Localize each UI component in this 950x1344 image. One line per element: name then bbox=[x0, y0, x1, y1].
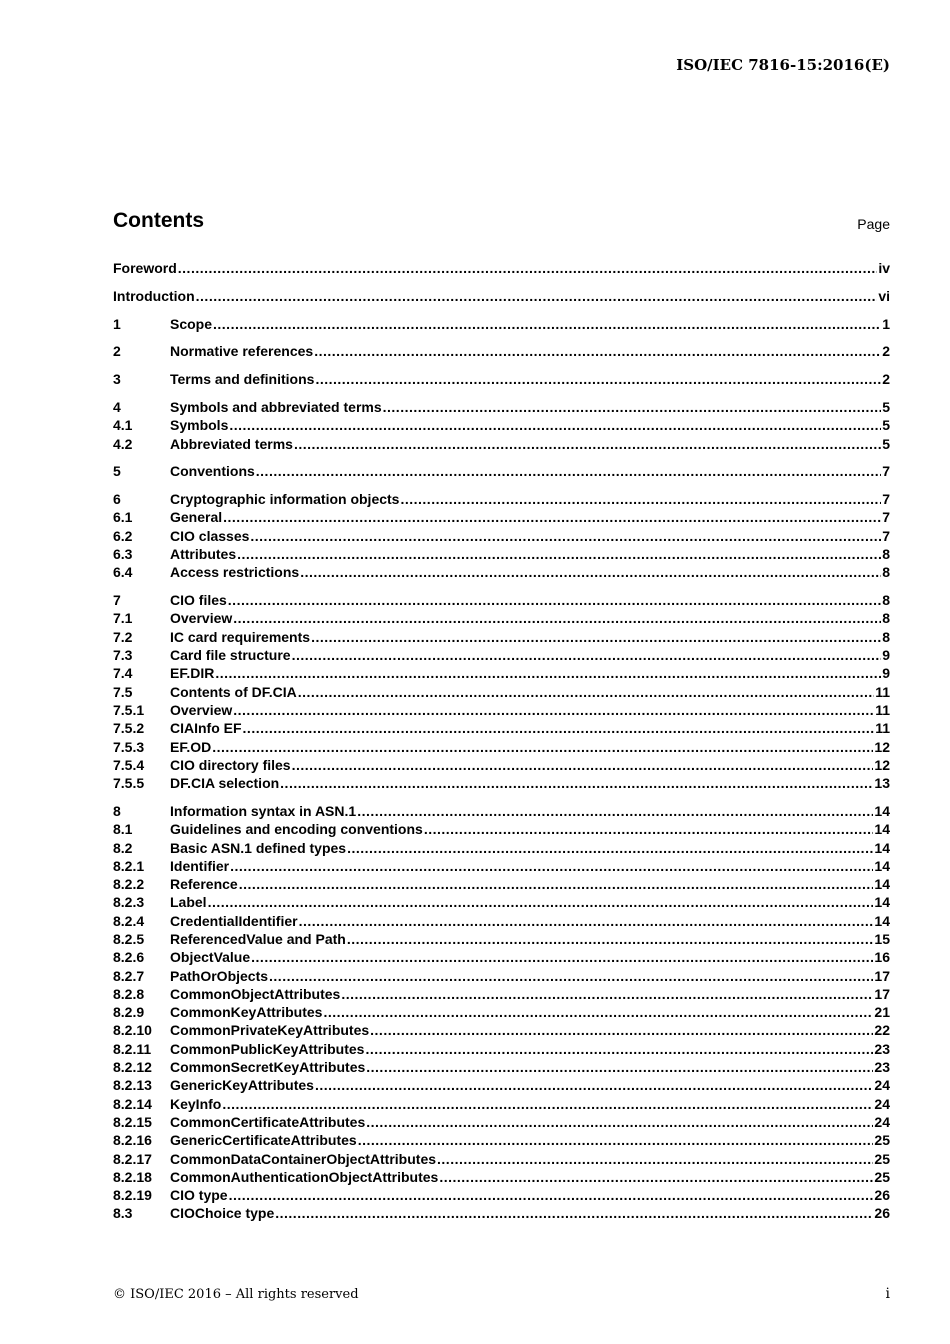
dot-leader bbox=[275, 1204, 873, 1222]
toc-entry-title[interactable]: Foreword bbox=[113, 260, 177, 276]
toc-entry-title[interactable]: CIOChoice type bbox=[170, 1205, 275, 1222]
toc-entry-title[interactable]: CommonPublicKeyAttributes bbox=[170, 1040, 365, 1057]
dot-leader bbox=[366, 1113, 873, 1131]
toc-entry-title[interactable]: GenericKeyAttributes bbox=[170, 1077, 314, 1094]
page-number: i bbox=[885, 1286, 890, 1302]
toc-entry-title[interactable]: IC card requirements bbox=[170, 628, 311, 645]
toc-entry-number: 8.2.18 bbox=[113, 1168, 152, 1185]
dot-leader bbox=[314, 342, 881, 360]
toc-entry[interactable] bbox=[113, 912, 890, 930]
toc-entry-page[interactable]: 8 bbox=[882, 628, 890, 645]
toc-entry-page[interactable]: 9 bbox=[882, 647, 890, 664]
toc-entry-number: 8.2.14 bbox=[113, 1095, 152, 1112]
dot-leader bbox=[280, 774, 873, 792]
toc-entry-number: 8.2 bbox=[113, 839, 133, 856]
toc-entry-title[interactable]: EF.OD bbox=[170, 738, 212, 755]
toc-entry-title[interactable]: CIAInfo EF bbox=[170, 720, 242, 737]
toc-entry-title[interactable]: EF.DIR bbox=[170, 665, 215, 682]
toc-entry-page[interactable]: 12 bbox=[874, 738, 890, 755]
copyright-notice: © ISO/IEC 2016 – All rights reserved bbox=[113, 1287, 359, 1302]
dot-leader bbox=[315, 1076, 873, 1094]
dot-leader bbox=[239, 875, 874, 893]
page-title: Contents bbox=[113, 209, 204, 232]
toc-entry-page[interactable]: 11 bbox=[875, 683, 890, 700]
toc-entry-number: 7.5.4 bbox=[113, 756, 145, 773]
toc-entry[interactable] bbox=[113, 1204, 890, 1222]
toc-entry-number: 8.2.5 bbox=[113, 931, 145, 947]
dot-leader bbox=[400, 490, 881, 508]
toc-entry-page[interactable]: 11 bbox=[875, 720, 890, 737]
toc-entry-number: 6.2 bbox=[113, 527, 133, 544]
toc-entry-number: 4 bbox=[113, 398, 121, 415]
toc-entry-title[interactable]: Conventions bbox=[170, 463, 255, 480]
toc-entry[interactable] bbox=[113, 738, 890, 756]
dot-leader bbox=[233, 609, 881, 627]
dot-leader bbox=[237, 545, 881, 563]
toc-entry[interactable] bbox=[113, 628, 890, 646]
toc-entry-number: 8.2.9 bbox=[113, 1004, 145, 1021]
toc-entry-title[interactable]: GenericCertificateAttributes bbox=[170, 1132, 357, 1149]
toc-entry-title[interactable]: Attributes bbox=[170, 546, 237, 563]
toc-entry[interactable] bbox=[113, 930, 890, 948]
toc-entry[interactable] bbox=[113, 398, 890, 416]
toc-entry[interactable] bbox=[113, 287, 890, 305]
toc-entry-title[interactable]: Scope bbox=[170, 315, 213, 332]
toc-entry-page[interactable]: 14 bbox=[874, 839, 890, 856]
toc-entry-title[interactable]: Terms and definitions bbox=[170, 371, 315, 388]
toc-entry[interactable] bbox=[113, 342, 890, 360]
toc-entry[interactable] bbox=[113, 948, 890, 966]
toc-entry[interactable] bbox=[113, 1150, 890, 1168]
toc-entry-title[interactable]: CIO type bbox=[170, 1187, 228, 1204]
toc-entry[interactable] bbox=[113, 259, 890, 277]
toc-entry[interactable] bbox=[113, 701, 890, 719]
toc-entry-number: 1 bbox=[113, 315, 121, 332]
toc-entry[interactable] bbox=[113, 1168, 890, 1186]
toc-entry-page[interactable]: 7 bbox=[882, 491, 890, 508]
toc-entry[interactable] bbox=[113, 527, 890, 545]
toc-entry[interactable] bbox=[113, 1058, 890, 1076]
dot-leader bbox=[323, 1003, 873, 1021]
toc-entry-number: 7.1 bbox=[113, 610, 133, 627]
toc-entry-page[interactable]: 24 bbox=[874, 1077, 890, 1094]
toc-entry-page[interactable]: 24 bbox=[874, 1113, 890, 1130]
toc-entry-page[interactable]: 9 bbox=[882, 665, 890, 682]
toc-entry-page[interactable]: 17 bbox=[874, 985, 890, 1002]
dot-leader bbox=[439, 1168, 873, 1186]
toc-entry-title[interactable]: PathOrObjects bbox=[170, 967, 269, 984]
toc-entry-number: 2 bbox=[113, 343, 121, 360]
dot-leader bbox=[212, 738, 873, 756]
toc-entry-number: 8.2.19 bbox=[113, 1187, 152, 1204]
toc-entry-page[interactable]: 8 bbox=[882, 610, 890, 627]
toc-entry-number: 8.2.2 bbox=[113, 876, 145, 893]
toc-entry[interactable] bbox=[113, 839, 890, 857]
toc-entry-page[interactable]: 14 bbox=[874, 876, 890, 893]
toc-entry-number: 6 bbox=[113, 491, 121, 508]
toc-entry-title[interactable]: CommonCertificateAttributes bbox=[170, 1113, 366, 1130]
toc-entry-page[interactable]: iv bbox=[878, 260, 890, 276]
toc-entry-title[interactable]: ObjectValue bbox=[170, 949, 251, 966]
toc-entry-page[interactable]: 23 bbox=[874, 1059, 890, 1076]
toc-entry-title[interactable]: ReferencedValue and Path bbox=[170, 931, 346, 947]
toc-entry[interactable] bbox=[113, 545, 890, 563]
dot-leader bbox=[365, 1040, 873, 1058]
toc-entry[interactable] bbox=[113, 1021, 890, 1039]
toc-entry-page[interactable]: 7 bbox=[882, 509, 890, 526]
toc-entry-number: 8.2.16 bbox=[113, 1132, 152, 1149]
toc-entry-number: 8.2.7 bbox=[113, 967, 145, 984]
toc-entry-title[interactable]: Normative references bbox=[170, 343, 314, 360]
toc-entry-number: 6.1 bbox=[113, 509, 133, 526]
toc-entry-title[interactable]: Card file structure bbox=[170, 647, 291, 664]
toc-entry-page[interactable]: 25 bbox=[874, 1150, 890, 1167]
toc-entry[interactable] bbox=[113, 1003, 890, 1021]
toc-entry-number: 7.5.5 bbox=[113, 775, 145, 792]
toc-entry-number: 7.5.1 bbox=[113, 701, 145, 718]
toc-entry-page[interactable]: 14 bbox=[874, 857, 890, 874]
toc-entry-number: 8.2.4 bbox=[113, 912, 145, 929]
toc-entry-page[interactable]: 26 bbox=[874, 1187, 890, 1204]
toc-entry[interactable] bbox=[113, 462, 890, 480]
toc-entry-page[interactable]: 16 bbox=[874, 949, 890, 966]
dot-leader bbox=[311, 628, 881, 646]
toc-entry[interactable] bbox=[113, 563, 890, 581]
dot-leader bbox=[437, 1150, 873, 1168]
toc-entry-title[interactable]: Overview bbox=[170, 701, 233, 718]
toc-entry-page[interactable]: 21 bbox=[874, 1004, 890, 1021]
toc-entry-page[interactable]: 13 bbox=[874, 775, 890, 792]
toc-entry-title[interactable]: Abbreviated terms bbox=[170, 435, 293, 452]
dot-leader bbox=[233, 701, 874, 719]
dot-leader bbox=[196, 287, 878, 305]
toc-entry-page[interactable]: 25 bbox=[874, 1168, 890, 1185]
toc-entry-number: 8.1 bbox=[113, 821, 133, 838]
toc-entry-title[interactable]: Reference bbox=[170, 876, 238, 893]
toc-entry[interactable] bbox=[113, 609, 890, 627]
dot-leader bbox=[383, 398, 882, 416]
toc-entry-page[interactable]: 23 bbox=[874, 1040, 890, 1057]
toc-entry[interactable] bbox=[113, 490, 890, 508]
toc-entry-number: 7.5 bbox=[113, 683, 133, 700]
dot-leader bbox=[315, 370, 881, 388]
toc-entry[interactable] bbox=[113, 893, 890, 911]
toc-entry-number: 4.1 bbox=[113, 417, 133, 434]
dot-leader bbox=[292, 646, 882, 664]
toc-entry-title[interactable]: CommonPrivateKeyAttributes bbox=[170, 1022, 370, 1039]
toc-entry-number: 7.4 bbox=[113, 665, 133, 682]
toc-entry-page[interactable]: 8 bbox=[882, 592, 890, 609]
dot-leader bbox=[256, 462, 881, 480]
dot-leader bbox=[208, 893, 874, 911]
dot-leader bbox=[424, 820, 874, 838]
toc-entry-page[interactable]: 14 bbox=[874, 894, 890, 911]
toc-entry[interactable] bbox=[113, 508, 890, 526]
dot-leader bbox=[223, 508, 881, 526]
toc-entry-number: 7.3 bbox=[113, 647, 133, 664]
dot-leader bbox=[299, 912, 874, 930]
dot-leader bbox=[358, 1131, 874, 1149]
toc-entry-title[interactable]: CredentialIdentifier bbox=[170, 912, 298, 929]
toc-entry-page[interactable]: 26 bbox=[874, 1205, 890, 1222]
toc-entry[interactable] bbox=[113, 683, 890, 701]
toc-entry[interactable] bbox=[113, 315, 890, 333]
toc-entry-number: 7.5.3 bbox=[113, 738, 145, 755]
toc-entry-title[interactable]: CIO files bbox=[170, 592, 227, 609]
toc-entry-number: 8.2.13 bbox=[113, 1077, 152, 1094]
toc-entry-number: 8.2.1 bbox=[113, 857, 145, 874]
toc-entry-title[interactable]: Label bbox=[170, 894, 207, 911]
toc-entry-number: 3 bbox=[113, 371, 121, 388]
toc-entry[interactable] bbox=[113, 875, 890, 893]
page-column-label: Page bbox=[857, 216, 890, 232]
toc-entry-page[interactable]: 22 bbox=[874, 1022, 890, 1039]
toc-entry[interactable] bbox=[113, 664, 890, 682]
dot-leader bbox=[298, 683, 874, 701]
toc-entry-page[interactable]: 15 bbox=[874, 931, 890, 947]
dot-leader bbox=[243, 719, 875, 737]
toc-entry[interactable] bbox=[113, 1095, 890, 1113]
toc-entry-page[interactable]: 5 bbox=[882, 417, 890, 434]
dot-leader bbox=[228, 591, 881, 609]
toc-entry-page[interactable]: 24 bbox=[874, 1095, 890, 1112]
toc-entry-number: 4.2 bbox=[113, 435, 133, 452]
toc-entry-title[interactable]: Cryptographic information objects bbox=[170, 491, 400, 508]
toc-entry-number: 8.2.15 bbox=[113, 1113, 152, 1130]
dot-leader bbox=[269, 967, 873, 985]
dot-leader bbox=[294, 435, 881, 453]
toc-entry-number: 8.2.11 bbox=[113, 1040, 152, 1057]
toc-entry[interactable] bbox=[113, 1131, 890, 1149]
toc-entry[interactable] bbox=[113, 756, 890, 774]
toc-entry-title[interactable]: Symbols bbox=[170, 417, 229, 434]
toc-entry-page[interactable]: 14 bbox=[874, 912, 890, 929]
toc-entry-page[interactable]: 8 bbox=[882, 546, 890, 563]
toc-entry-title[interactable]: DF.CIA selection bbox=[170, 775, 280, 792]
dot-leader bbox=[370, 1021, 873, 1039]
toc-entry[interactable] bbox=[113, 591, 890, 609]
dot-leader bbox=[251, 948, 873, 966]
toc-entry-title[interactable]: CommonObjectAttributes bbox=[170, 985, 341, 1002]
toc-entry[interactable] bbox=[113, 1040, 890, 1058]
toc-entry-title[interactable]: CommonDataContainerObjectAttributes bbox=[170, 1150, 437, 1167]
toc-entry-number: 8.2.8 bbox=[113, 985, 145, 1002]
dot-leader bbox=[357, 802, 873, 820]
toc-entry-page[interactable]: 12 bbox=[874, 756, 890, 773]
toc-entry[interactable] bbox=[113, 719, 890, 737]
toc-entry-title[interactable]: Contents of DF.CIA bbox=[170, 683, 297, 700]
toc-entry[interactable] bbox=[113, 820, 890, 838]
toc-entry[interactable] bbox=[113, 646, 890, 664]
toc-entry-title[interactable]: CommonSecretKeyAttributes bbox=[170, 1059, 366, 1076]
dot-leader bbox=[366, 1058, 873, 1076]
toc-entry-title[interactable]: CIO classes bbox=[170, 527, 250, 544]
toc-entry-title[interactable]: KeyInfo bbox=[170, 1095, 222, 1112]
toc-entry-page[interactable]: 8 bbox=[882, 564, 890, 581]
toc-entry[interactable] bbox=[113, 1113, 890, 1131]
toc-entry-page[interactable]: 11 bbox=[875, 701, 890, 718]
dot-leader bbox=[347, 839, 873, 857]
toc-entry-title[interactable]: Identifier bbox=[170, 857, 230, 874]
toc-entry-title[interactable]: Information syntax in ASN.1 bbox=[170, 802, 357, 819]
document-id: ISO/IEC 7816-15:2016(E) bbox=[676, 56, 890, 74]
dot-leader bbox=[229, 416, 881, 434]
toc-entry-page[interactable]: 14 bbox=[874, 821, 890, 838]
toc-entry-page[interactable]: 2 bbox=[882, 371, 890, 388]
dot-leader bbox=[215, 664, 881, 682]
dot-leader bbox=[230, 857, 873, 875]
toc-entry-number: 8.2.6 bbox=[113, 949, 145, 966]
dot-leader bbox=[341, 985, 873, 1003]
toc-entry[interactable] bbox=[113, 774, 890, 792]
toc-entry-number: 7.2 bbox=[113, 628, 133, 645]
dot-leader bbox=[347, 930, 874, 948]
dot-leader bbox=[213, 315, 881, 333]
toc-entry-number: 6.4 bbox=[113, 564, 133, 581]
toc-entry-page[interactable]: 5 bbox=[882, 435, 890, 452]
toc-entry-number: 8.2.3 bbox=[113, 894, 145, 911]
toc-entry-page[interactable]: 25 bbox=[874, 1132, 890, 1149]
dot-leader bbox=[222, 1095, 873, 1113]
dot-leader bbox=[250, 527, 881, 545]
toc-entry-title[interactable]: CommonAuthenticationObjectAttributes bbox=[170, 1168, 439, 1185]
toc-entry[interactable] bbox=[113, 370, 890, 388]
toc-entry-number: 8.2.17 bbox=[113, 1150, 152, 1167]
toc-entry-number: 8.3 bbox=[113, 1205, 133, 1222]
toc-entry-title[interactable]: Access restrictions bbox=[170, 564, 300, 581]
toc-entry-page[interactable]: 1 bbox=[882, 315, 890, 332]
dot-leader bbox=[300, 563, 881, 581]
toc-entry[interactable] bbox=[113, 1186, 890, 1204]
dot-leader bbox=[178, 259, 878, 277]
toc-entry-number: 7.5.2 bbox=[113, 720, 145, 737]
toc-entry-page[interactable]: 5 bbox=[882, 398, 890, 415]
toc-entry[interactable] bbox=[113, 802, 890, 820]
toc-entry-page[interactable]: 17 bbox=[874, 967, 890, 984]
toc-entry[interactable] bbox=[113, 416, 890, 434]
toc-entry[interactable] bbox=[113, 435, 890, 453]
toc-entry-title[interactable]: CIO directory files bbox=[170, 756, 291, 773]
toc-entry-page[interactable]: vi bbox=[878, 287, 890, 304]
toc-entry-number: 8 bbox=[113, 802, 121, 819]
toc-entry[interactable] bbox=[113, 985, 890, 1003]
toc-entry[interactable] bbox=[113, 857, 890, 875]
toc-entry[interactable] bbox=[113, 1076, 890, 1094]
toc-entry-page[interactable]: 7 bbox=[882, 527, 890, 544]
dot-leader bbox=[292, 756, 874, 774]
table-of-contents bbox=[113, 259, 890, 1223]
toc-entry-title[interactable]: CommonKeyAttributes bbox=[170, 1004, 323, 1021]
toc-entry-title[interactable]: Symbols and abbreviated terms bbox=[170, 398, 382, 415]
toc-entry-title[interactable]: Guidelines and encoding conventions bbox=[170, 821, 423, 838]
toc-entry-page[interactable]: 7 bbox=[882, 463, 890, 480]
toc-entry-page[interactable]: 14 bbox=[874, 802, 890, 819]
toc-entry-number: 8.2.10 bbox=[113, 1022, 152, 1039]
toc-entry-title[interactable]: General bbox=[170, 509, 223, 526]
dot-leader bbox=[229, 1186, 874, 1204]
toc-entry-number: 8.2.12 bbox=[113, 1059, 152, 1076]
toc-entry-title[interactable]: Introduction bbox=[113, 287, 195, 304]
toc-entry-number: 7 bbox=[113, 592, 121, 609]
toc-entry[interactable] bbox=[113, 967, 890, 985]
toc-entry-number: 6.3 bbox=[113, 546, 133, 563]
toc-entry-title[interactable]: Basic ASN.1 defined types bbox=[170, 839, 347, 856]
toc-entry-number: 5 bbox=[113, 463, 121, 480]
toc-entry-page[interactable]: 2 bbox=[882, 343, 890, 360]
toc-entry-title[interactable]: Overview bbox=[170, 610, 233, 627]
